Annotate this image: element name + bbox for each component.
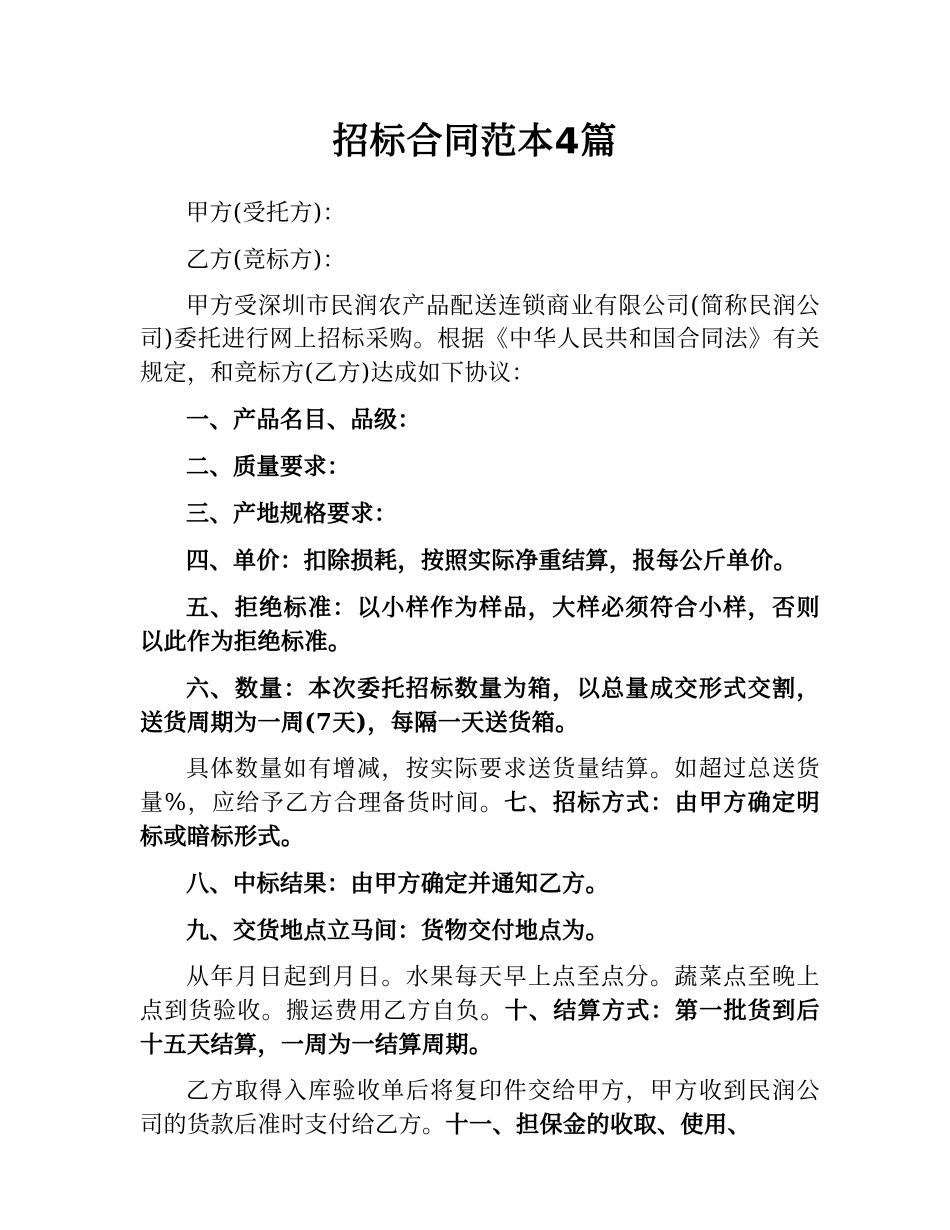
paragraph-bold-text: 四、单价：扣除损耗，按照实际净重结算，报每公斤单价。 <box>186 547 797 574</box>
paragraph-origin-spec <box>140 497 820 531</box>
paragraph-text: 甲方受深圳市民润农产品配送连锁商业有限公司(简称民润公司)委托进行网上招标采购。根据《中华人民共和国合同法》有关规定，和竞标方(乙方)达成如下协议： <box>140 293 820 386</box>
paragraph-bold-text: 一、产品名目、品级： <box>186 406 421 433</box>
paragraph-bold-text: 八、中标结果：由甲方确定并通知乙方。 <box>186 870 609 897</box>
paragraph-text: 乙方取得入库验收单后将复印件交给甲方，甲方收到民润公司的货款后准时支付给乙方。 <box>140 1078 820 1138</box>
paragraph-bid-result <box>140 867 820 901</box>
paragraph-quantity-adjustment <box>140 753 820 854</box>
paragraph-bold-text: 十、结算方式：第一批货到后十五天结算，一周为一结算周期。 <box>140 997 821 1058</box>
paragraph-text: 具体数量如有增减，按实际要求送货量结算。如超过总送货量%，应给予乙方合理备货时间。 <box>140 756 820 816</box>
paragraph-unit-price <box>140 544 820 578</box>
paragraph-party-a <box>140 196 820 230</box>
paragraph-delivery-location <box>140 914 820 948</box>
paragraph-bold-text: 五、拒绝标准：以小样作为样品，大样必须符合小样，否则以此作为拒绝标准。 <box>140 594 820 655</box>
document-title: 招标合同范本4篇 <box>332 121 618 162</box>
document-body <box>140 196 820 1155</box>
paragraph-party-b <box>140 243 820 277</box>
paragraph-product-items <box>140 403 820 437</box>
paragraph-delivery-schedule <box>140 961 820 1062</box>
paragraph-bold-text: 二、质量要求： <box>186 453 351 480</box>
paragraph-bold-text: 十一、担保金的收取、使用、 <box>445 1111 751 1138</box>
paragraph-bold-text: 九、交货地点立马间：货物交付地点为。 <box>186 917 609 944</box>
paragraph-text: 乙方(竞标方)： <box>186 247 346 273</box>
paragraph-bold-text: 七、招标方式：由甲方确定明标或暗标形式。 <box>140 789 821 850</box>
paragraph-text: 从年月日起到月日。水果每天早上点至点分。蔬菜点至晚上点到货验收。搬运费用乙方自负。 <box>140 964 820 1024</box>
paragraph-introduction <box>140 290 820 390</box>
paragraph-bold-text: 三、产地规格要求： <box>186 500 398 527</box>
paragraph-bold-text: 六、数量：本次委托招标数量为箱，以总量成交形式交割，送货周期为一周(7天)，每隔一天送货箱。 <box>140 675 820 736</box>
paragraph-rejection-standard <box>140 591 820 659</box>
paragraph-quantity <box>140 672 820 740</box>
paragraph-payment <box>140 1075 820 1142</box>
paragraph-text: 甲方(受托方)： <box>186 200 346 226</box>
paragraph-quality <box>140 450 820 484</box>
